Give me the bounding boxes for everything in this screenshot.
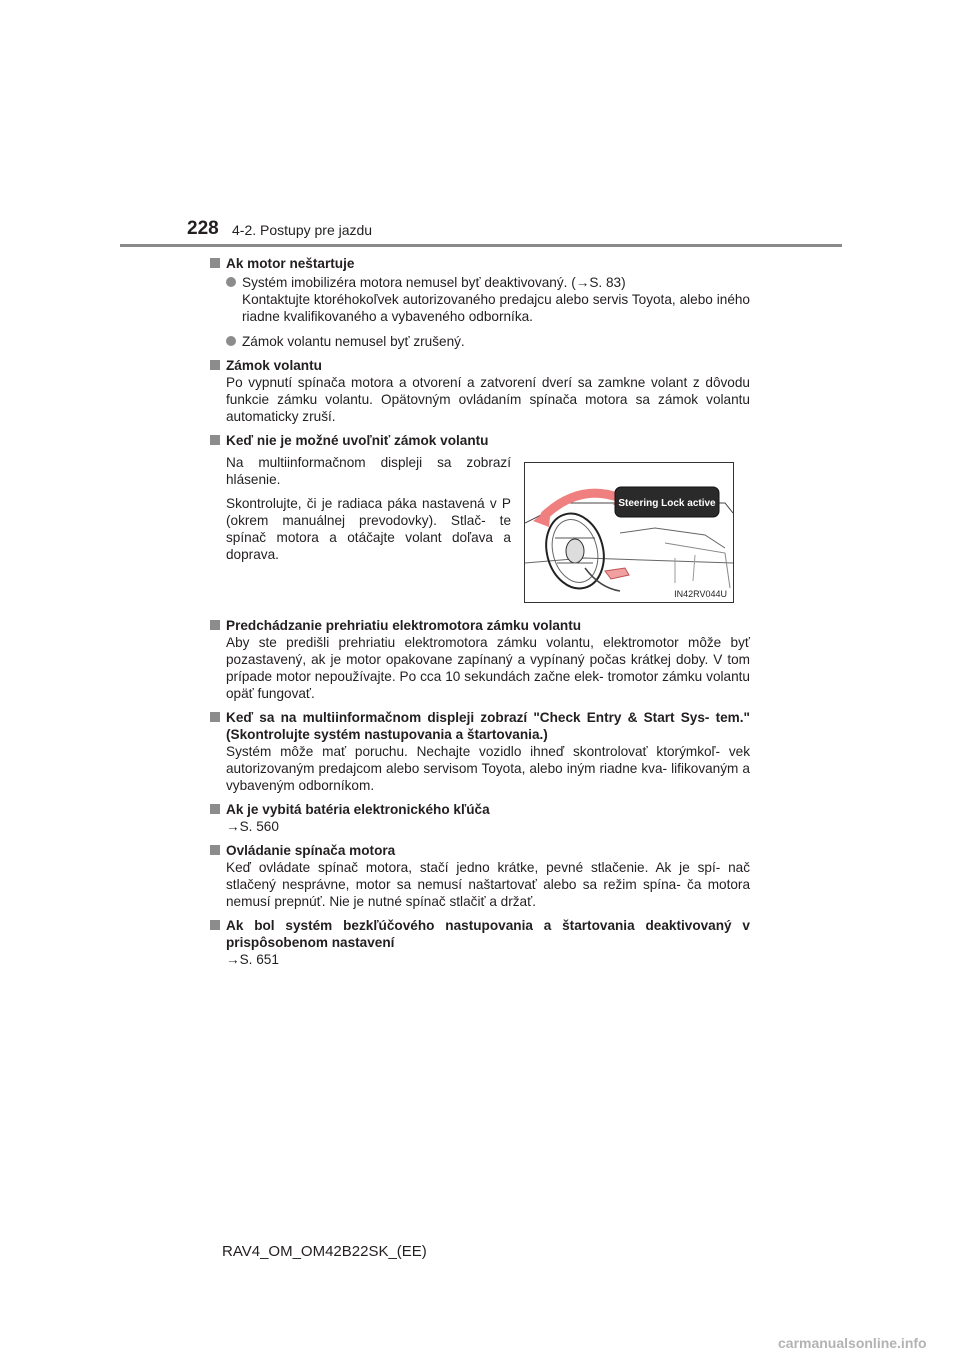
section-check-entry-start: Keď sa na multiinformačnom displeji zobrazí "Check Entry & Start Sys- tem." (Skontrolujte systém nastupovania a štartovania.) Systém môže mať poruchu. Nechajte vozidlo ihneď skontrolovať ktorýmkoľ- vek autorizovaným predajcom alebo servisom Toyota, alebo iným riadne kva- lifikovaným a vybaveným odborníkom. [210, 709, 750, 794]
square-bullet-icon [210, 435, 220, 445]
list-item: Systém imobilizéra motora nemusel byť deaktivovaný. (→S. 83) Kontaktujte ktoréhokoľvek autorizovaného predajcu alebo servis Toyota, alebo iného riadne kvalifikovaného a vybaveného odborníka. [226, 274, 750, 325]
round-bullet-icon [226, 277, 236, 287]
page-number: 228 [187, 218, 219, 239]
section-engine-switch: Ovládanie spínača motora Keď ovládate spínač motora, stačí jedno krátke, pevné stlačenie. Ak je spí- nač stlačený nesprávne, motor sa nemusí naštartovať alebo sa režim spína- ča motora nemusí prepnúť. Nie je nutné spínač stlačiť a držať. [210, 842, 750, 910]
square-bullet-icon [210, 620, 220, 630]
section-engine-not-start [210, 255, 750, 350]
section-steering-lock: Zámok volantu Po vypnutí spínača motora a otvorení a zatvorení dverí sa zamkne volant z dôvodu funkcie zámku volantu. Opätovným ovládaním spínača motora sa zámok volantu automaticky zruší. [210, 357, 750, 425]
square-bullet-icon [210, 712, 220, 722]
section-heading: Keď sa na multiinformačnom displeji zobrazí "Check Entry & Start Sys- tem." (Skontrolujte systém nastupovania a štartovania.) [226, 710, 750, 742]
list-item: Zámok volantu nemusel byť zrušený. [226, 333, 750, 350]
page-header [0, 0, 960, 250]
section-heading: Keď nie je možné uvoľniť zámok volantu [226, 433, 489, 448]
page-footer: RAV4_OM_OM42B22SK_(EE) [222, 1243, 427, 1260]
section-heading: Predchádzanie prehriatiu elektromotora zámku volantu [226, 618, 582, 633]
section-heading: Ovládanie spínača motora [226, 843, 396, 858]
dashboard-drawing [525, 463, 733, 602]
header-divider [120, 244, 842, 247]
square-bullet-icon [210, 920, 220, 930]
figure-code: IN42RV044U [674, 589, 727, 599]
section-heading: Ak bol systém bezkľúčového nastupovania a štartovania deaktivovaný v prispôsobenom nastavení [226, 918, 750, 950]
section-key-battery [210, 801, 750, 835]
display-message: Steering Lock active [618, 498, 716, 509]
page-reference: →S. 560 [226, 819, 279, 834]
square-bullet-icon [210, 258, 220, 268]
square-bullet-icon [210, 804, 220, 814]
section-lock-release: Keď nie je možné uvoľniť zámok volantu Na multiinformačnom displeji sa zobrazí hlásenie. Skontrolujte, či je radiaca páka nastavená v P (okrem manuálnej prevodovky). Stlač- te spínač motora a otáčajte volant doľava a doprava. [210, 432, 750, 610]
watermark[interactable]: carmanualsonline.info [778, 1335, 927, 1351]
section-heading: Ak motor neštartuje [226, 256, 355, 271]
square-bullet-icon [210, 845, 220, 855]
page-reference: →S. 651 [226, 952, 279, 967]
section-heading: Zámok volantu [226, 358, 322, 373]
section-overheat-prevention: Predchádzanie prehriatiu elektromotora zámku volantu Aby ste predišli prehriatiu elektromotora zámku volantu, elektromotor môže byť pozastavený, ak je motor opakovane zapínaný a vypínaný počas krátkej doby. V tom prípade motor nepoužívajte. Po cca 10 sekundách začne elek- tromotor zámku volantu opäť fungovať. [210, 617, 750, 702]
round-bullet-icon [226, 336, 236, 346]
section-customization [210, 917, 750, 968]
chapter-title: 4-2. Postupy pre jazdu [232, 222, 373, 238]
steering-lock-illustration [524, 462, 734, 603]
square-bullet-icon [210, 360, 220, 370]
section-heading: Ak je vybitá batéria elektronického kľúča [226, 802, 490, 817]
page-content [210, 255, 750, 975]
